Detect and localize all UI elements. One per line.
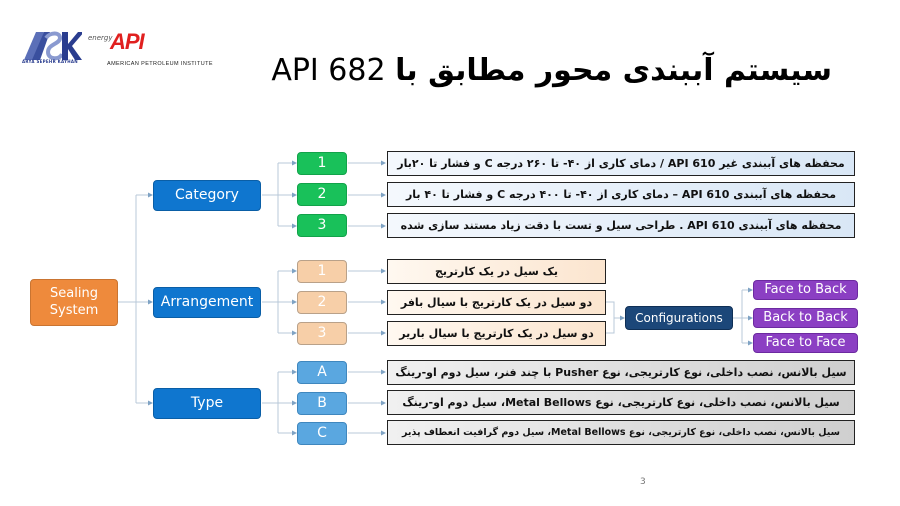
ask-logo-subtitle: ARYA SEPEHR KAYHAN bbox=[22, 59, 78, 64]
category-key-3: 3 bbox=[297, 214, 347, 237]
type-key-a: A bbox=[297, 361, 347, 384]
title-en: API 682 bbox=[271, 53, 386, 88]
api-energy-text: energy bbox=[88, 34, 113, 42]
config-back-to-back: Back to Back bbox=[753, 308, 858, 328]
category-desc-1: محفظه های آببندی غیر API 610 / دمای کاری از ۴۰- تا ۲۶۰ درجه C و فشار تا ۲۰بار bbox=[387, 151, 855, 176]
title-fa: سیستم آببندی محور مطابق با bbox=[395, 53, 832, 88]
type-desc-b: سیل بالانس، نصب داخلی، نوع کارتریجی، نوع Metal Bellows، سیل دوم او-رینگ bbox=[387, 390, 855, 415]
arrangement-desc-1: یک سیل در یک کارتریج bbox=[387, 259, 606, 284]
page-number: 3 bbox=[640, 477, 646, 487]
root-label-line1: Sealing bbox=[50, 286, 98, 302]
type-key-b: B bbox=[297, 392, 347, 415]
node-type: Type bbox=[153, 388, 261, 419]
arrangement-desc-3: دو سیل در یک کارتریج با سیال باریر bbox=[387, 321, 606, 346]
arrangement-key-2: 2 bbox=[297, 291, 347, 314]
category-desc-2: محفظه های آببندی API 610 – دمای کاری از ۴۰- تا ۴۰۰ درجه C و فشار تا ۴۰ بار bbox=[387, 182, 855, 207]
config-face-to-face: Face to Face bbox=[753, 333, 858, 353]
type-desc-c: سیل بالانس، نصب داخلی، نوع کارتریجی، نوع Metal Bellows، سیل دوم گرافیت انعطاف پذیر bbox=[387, 420, 855, 445]
category-key-2: 2 bbox=[297, 183, 347, 206]
node-category: Category bbox=[153, 180, 261, 211]
category-key-1: 1 bbox=[297, 152, 347, 175]
arrangement-key-1: 1 bbox=[297, 260, 347, 283]
api-logo-subtitle: AMERICAN PETROLEUM INSTITUTE bbox=[107, 61, 213, 67]
category-desc-3: محفظه های آببندی API 610 . طراحی سیل و تست با دقت زیاد مستند سازی شده bbox=[387, 213, 855, 238]
arrangement-desc-2: دو سیل در یک کارتریج با سیال بافر bbox=[387, 290, 606, 315]
node-arrangement: Arrangement bbox=[153, 287, 261, 318]
root-label-line2: System bbox=[49, 302, 99, 318]
root-node-sealing-system bbox=[30, 279, 118, 326]
configurations-node: Configurations bbox=[625, 306, 733, 330]
config-face-to-back: Face to Back bbox=[753, 280, 858, 300]
api-logo: API bbox=[110, 29, 144, 54]
type-key-c: C bbox=[297, 422, 347, 445]
arrangement-key-3: 3 bbox=[297, 322, 347, 345]
type-desc-a: سیل بالانس، نصب داخلی، نوع کارتریجی، نوع Pusher با چند فنر، سیل دوم او-رینگ bbox=[387, 360, 855, 385]
